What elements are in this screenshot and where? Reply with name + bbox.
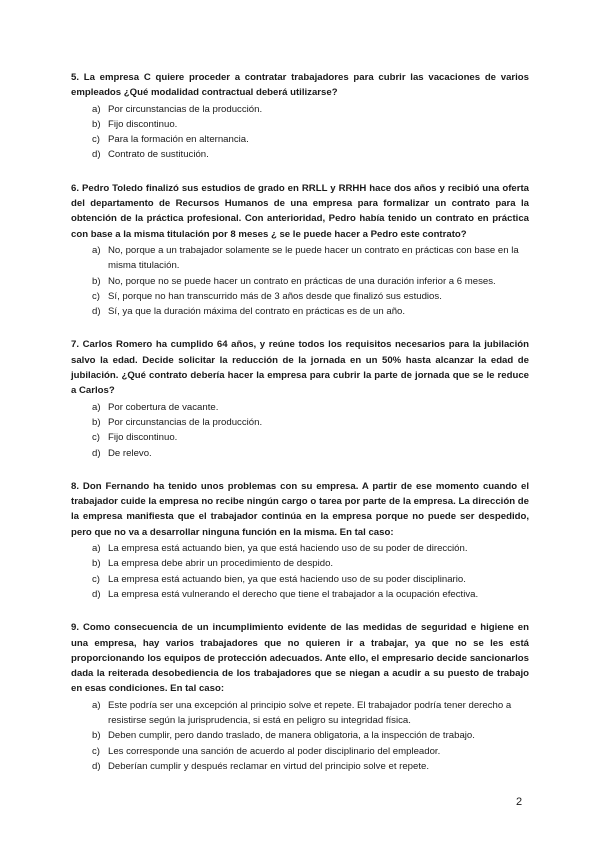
question-8 [71, 479, 529, 602]
option-list [71, 400, 529, 461]
option-b [71, 728, 529, 743]
option-a [71, 541, 529, 556]
option-letter: d) [92, 306, 101, 318]
option-b [71, 117, 529, 132]
option-c [71, 572, 529, 587]
option-a [71, 698, 529, 729]
option-letter: c) [92, 573, 100, 585]
option-d [71, 147, 529, 162]
option-list [71, 243, 529, 319]
option-d [71, 446, 529, 461]
option-text: La empresa está vulnerando el derecho que tiene el trabajador a la ocupación efectiva. [108, 588, 479, 600]
question-text: 7. Carlos Romero ha cumplido 64 años, y reúne todos los requisitos necesarios para la jubilación salvo la edad. Decide solicitar la reducción de la jornada en un 50% hasta alcanzar la edad de jubilación. ¿Qué contrato debería hacer la empresa para cubrir la parte de jornada que se le reduce a Carlos? [71, 339, 529, 397]
option-text: Deberían cumplir y después reclamar en virtud del principio solve et repete. [108, 760, 430, 772]
option-d [71, 759, 529, 774]
question-9 [71, 620, 529, 774]
question-text: 5. La empresa C quiere proceder a contratar trabajadores para cubrir las vacaciones de varios empleados ¿Qué modalidad contractual deberá utilizarse? [71, 72, 529, 99]
option-letter: b) [92, 118, 101, 130]
option-a [71, 243, 529, 274]
question-text: 9. Como consecuencia de un incumplimiento evidente de las medidas de seguridad e higiene en una empresa, hay varios trabajadores que no quieren ir a trabajar, ya que no se les está proporcionando los equipos de protección adecuados. Ante ello, el empresario decide sancionarlos dada la reiterada desobediencia de los trabajadores que se niegan a acudir a su puesto de trabajo en esas condiciones. En tal caso: [71, 622, 529, 695]
option-c [71, 289, 529, 304]
question-text: 6. Pedro Toledo finalizó sus estudios de grado en RRLL y RRHH hace dos años y recibió una oferta del departamento de Recursos Humanos de una empresa para formalizar un contrato para la obtención de la práctica profesional. Con anterioridad, Pedro había tenido un contrato en práctica con base a la misma titulación por 8 meses ¿ se le puede hacer a Pedro este contrato? [71, 182, 529, 240]
option-text: Por circunstancias de la producción. [108, 103, 263, 115]
option-text: Deben cumplir, pero dando traslado, de manera obligatoria, a la inspección de trabajo. [108, 730, 475, 742]
option-letter: d) [92, 760, 101, 772]
option-a [71, 400, 529, 415]
option-b [71, 274, 529, 289]
question-7 [71, 337, 529, 460]
option-letter: a) [92, 244, 101, 256]
option-letter: d) [92, 447, 101, 459]
option-letter: b) [92, 730, 101, 742]
option-c [71, 132, 529, 147]
option-letter: d) [92, 588, 101, 600]
option-a [71, 102, 529, 117]
option-letter: a) [92, 543, 101, 555]
option-text: Fijo discontinuo. [108, 432, 178, 444]
option-letter: c) [92, 745, 100, 757]
option-text: Por cobertura de vacante. [108, 401, 219, 413]
page-number: 2 [516, 796, 523, 808]
option-letter: b) [92, 275, 101, 287]
option-text: La empresa está actuando bien, ya que está haciendo uso de su poder disciplinario. [108, 573, 466, 585]
option-letter: b) [92, 558, 101, 570]
option-text: De relevo. [108, 447, 152, 459]
option-letter: a) [92, 401, 101, 413]
option-c [71, 430, 529, 445]
option-letter: c) [92, 134, 100, 146]
option-d [71, 304, 529, 319]
option-b [71, 415, 529, 430]
option-text: La empresa debe abrir un procedimiento de despido. [108, 558, 334, 570]
option-c [71, 744, 529, 759]
option-list [71, 698, 529, 774]
option-letter: c) [92, 290, 100, 302]
option-text: Por circunstancias de la producción. [108, 416, 263, 428]
option-list [71, 541, 529, 602]
option-text: Sí, porque no han transcurrido más de 3 años desde que finalizó sus estudios. [108, 290, 442, 302]
option-d [71, 587, 529, 602]
question-6 [71, 181, 529, 320]
option-letter: c) [92, 432, 100, 444]
questions-container [71, 70, 529, 792]
option-text: Para la formación en alternancia. [108, 134, 249, 146]
option-text: No, porque a un trabajador solamente se le puede hacer un contrato en prácticas con base en la misma titulación. [108, 244, 519, 272]
option-list [71, 102, 529, 163]
option-text: Contrato de sustitución. [108, 149, 209, 161]
option-text: Este podría ser una excepción al principio solve et repete. El trabajador podría tener derecho a resistirse según la jurisprudencia, si está en peligro su integridad física. [108, 699, 512, 726]
question-text: 8. Don Fernando ha tenido unos problemas con su empresa. A partir de ese momento cuando el trabajador cuide la empresa no recibe ningún cargo o tarea por parte de la empresa. La dirección de la empresa manifiesta que el trabajador continúa en la empresa porque no puede ser despedido, pero que no va a desarrollar ninguna función en la misma. En tal caso: [71, 480, 529, 538]
question-5 [71, 70, 529, 163]
option-letter: a) [92, 699, 101, 711]
option-text: No, porque no se puede hacer un contrato en prácticas de una duración inferior a 6 meses. [108, 275, 496, 287]
option-text: La empresa está actuando bien, ya que está haciendo uso de su poder de dirección. [108, 543, 468, 555]
option-text: Sí, ya que la duración máxima del contrato en prácticas es de un año. [108, 306, 406, 318]
option-b [71, 556, 529, 571]
option-text: Les corresponde una sanción de acuerdo al poder disciplinario del empleador. [108, 745, 441, 757]
option-text: Fijo discontinuo. [108, 118, 178, 130]
option-letter: a) [92, 103, 101, 115]
option-letter: d) [92, 149, 101, 161]
option-letter: b) [92, 416, 101, 428]
